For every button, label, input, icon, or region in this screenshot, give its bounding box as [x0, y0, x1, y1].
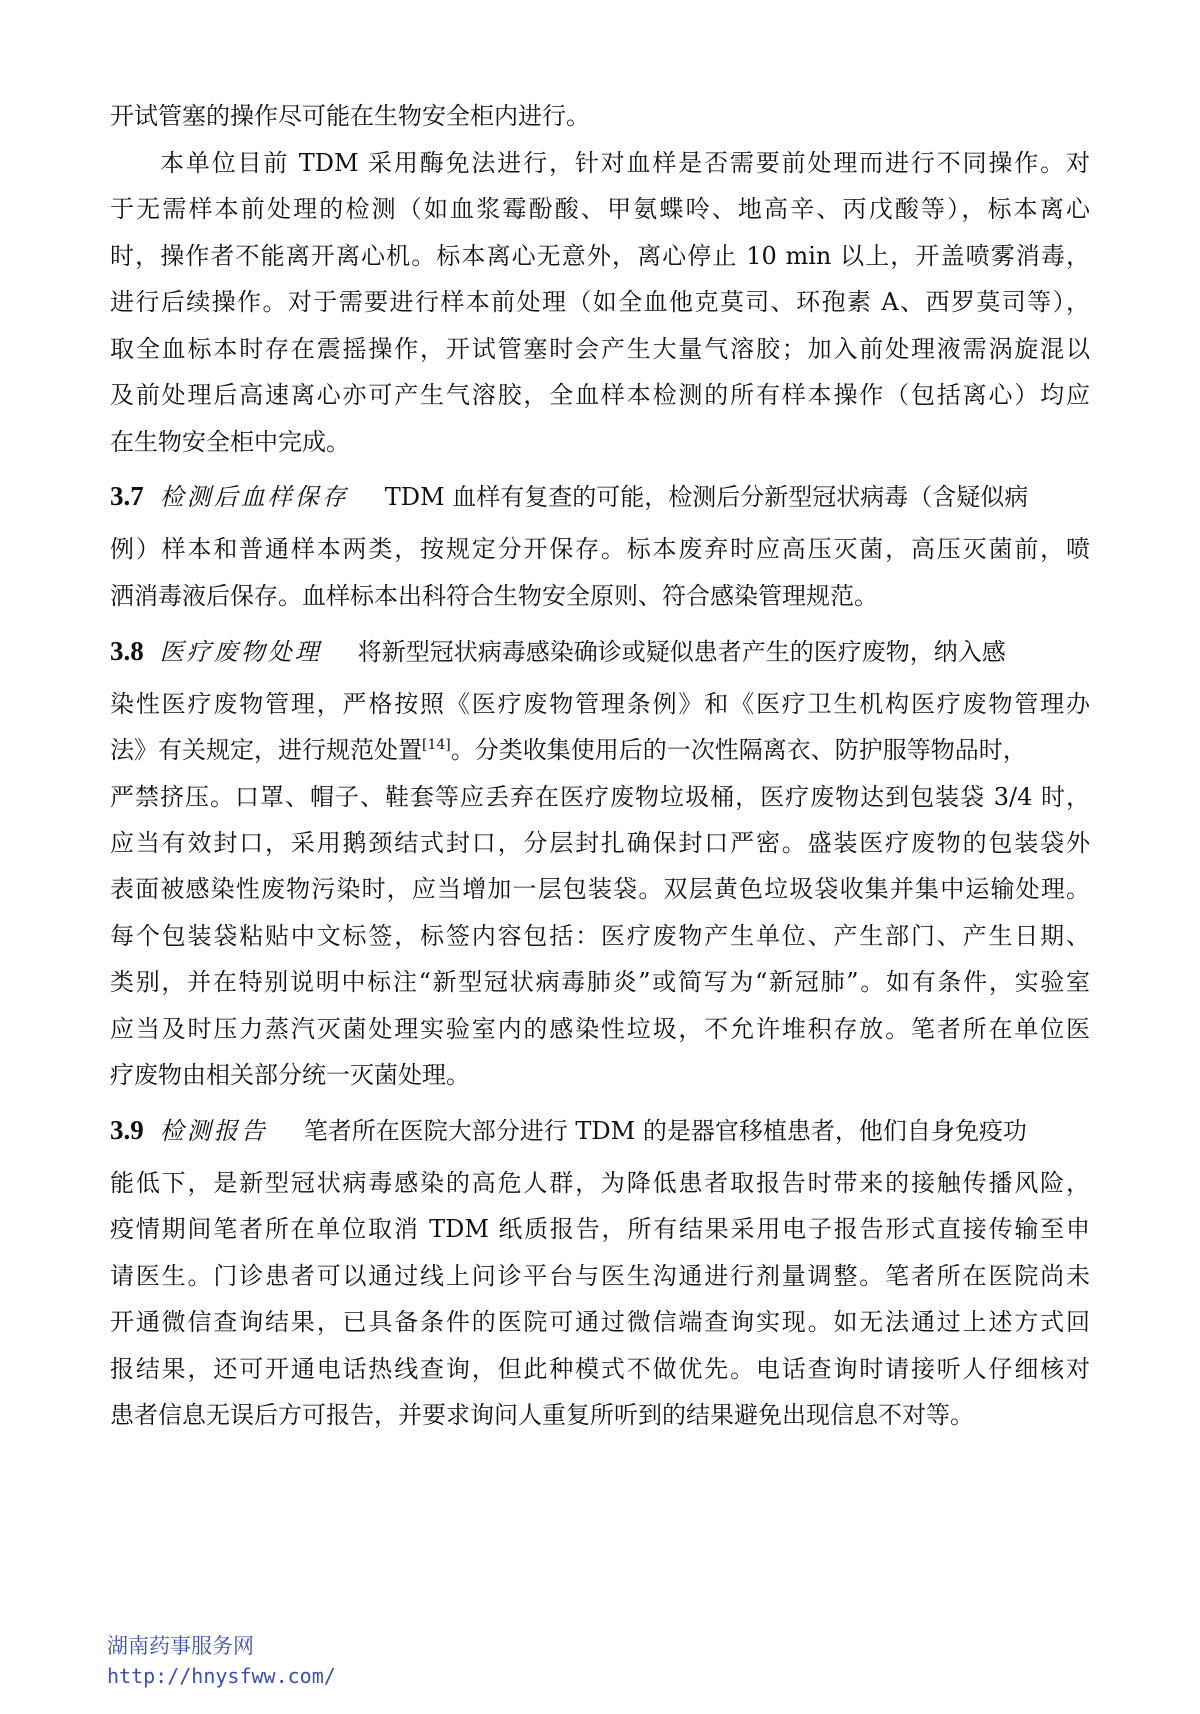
paragraph-line: 时，操作者不能离开离心机。标本离心无意外，离心停止 10 min 以上，开盖喷雾消毒，: [110, 242, 1090, 270]
paragraph-line: 在生物安全柜中完成。: [110, 428, 350, 456]
citation-ref: [14]: [422, 737, 451, 753]
paragraph-line: 疗废物由相关部分统一灭菌处理。: [110, 1061, 470, 1089]
paragraph-line: 进行后续操作。对于需要进行样本前处理（如全血他克莫司、环孢素 A、西罗莫司等），: [110, 288, 1090, 316]
paragraph-line: 本单位目前 TDM 采用酶免法进行，针对血样是否需要前处理而进行不同操作。对: [160, 149, 1090, 177]
paragraph-line: 应当及时压力蒸汽灭菌处理实验室内的感染性垃圾，不允许堆积存放。笔者所在单位医: [110, 1015, 1090, 1043]
paragraph-line: 开通微信查询结果，已具备条件的医院可通过微信端查询实现。如无法通过上述方式回: [110, 1308, 1090, 1336]
paragraph-line: 患者信息无误后方可报告，并要求询问人重复所听到的结果避免出现信息不对等。: [110, 1401, 974, 1429]
footer-url-link[interactable]: http://hnysfww.com/: [107, 1664, 336, 1688]
paragraph-line: 取全血标本时存在震摇操作，开试管塞时会产生大量气溶胶；加入前处理液需涡旋混以: [110, 335, 1090, 363]
paragraph-line: 报结果，还可开通电话热线查询，但此种模式不做优先。电话查询时请接听人仔细核对: [110, 1355, 1090, 1383]
paragraph-line: 于无需样本前处理的检测（如血浆霉酚酸、甲氨蝶呤、地高辛、丙戊酸等），标本离心: [110, 195, 1090, 223]
paragraph-text: 。分类收集使用后的一次性隔离衣、防护服等物品时，: [450, 736, 1027, 764]
paragraph-line: [110, 733, 1090, 767]
paragraph-line: 及前处理后高速离心亦可产生气溶胶，全血样本检测的所有样本操作（包括离心）均应: [110, 381, 1090, 409]
paragraph-line: 洒消毒液后保存。血样标本出科符合生物安全原则、符合感染管理规范。: [110, 582, 878, 610]
paragraph-text: 笔者所在医院大部分进行 TDM 的是器官移植患者，他们自身免疫功: [303, 1117, 1027, 1145]
section-number: 3.8: [110, 636, 144, 666]
paragraph-line: 严禁挤压。口罩、帽子、鞋套等应丢弃在医疗废物垃圾桶，医疗废物达到包装袋 3/4 时，: [110, 783, 1090, 811]
paragraph-line: 疫情期间笔者所在单位取消 TDM 纸质报告，所有结果采用电子报告形式直接传输至申: [110, 1215, 1090, 1243]
section-title: 医疗废物处理: [159, 638, 322, 666]
paragraph-line: 请医生。门诊患者可以通过线上问诊平台与医生沟通进行剂量调整。笔者所在医院尚未: [110, 1262, 1090, 1290]
section-heading-3-9: [110, 1113, 1090, 1147]
section-number: 3.9: [110, 1115, 144, 1145]
paragraph-line: 例）样本和普通样本两类，按规定分开保存。标本废弃时应高压灭菌，高压灭菌前，喷: [110, 535, 1090, 563]
section-number: 3.7: [110, 481, 144, 511]
section-title: 检测后血样保存: [159, 483, 349, 511]
section-heading-3-8: [110, 634, 1090, 668]
paragraph-line: 染性医疗废物管理，严格按照《医疗废物管理条例》和《医疗卫生机构医疗废物管理办: [110, 690, 1090, 718]
paragraph-line: 表面被感染性废物污染时，应当增加一层包装袋。双层黄色垃圾袋收集并集中运输处理。: [110, 875, 1090, 903]
section-heading-3-7: [110, 479, 1090, 513]
paragraph-line: 类别，并在特别说明中标注“新型冠状病毒肺炎”或简写为“新冠肺”。如有条件，实验室: [110, 968, 1090, 996]
paragraph-text: 法》有关规定，进行规范处置: [110, 736, 422, 764]
footer-site-name: 湖南药事服务网: [107, 1634, 254, 1658]
paragraph-line: 应当有效封口，采用鹅颈结式封口，分层封扎确保封口严密。盛装医疗废物的包装袋外: [110, 829, 1090, 857]
paragraph-text: TDM 血样有复查的可能，检测后分新型冠状病毒（含疑似病: [384, 483, 1029, 511]
paragraph-line: 每个包装袋粘贴中文标签，标签内容包括：医疗废物产生单位、产生部门、产生日期、: [110, 922, 1090, 950]
section-title: 检测报告: [159, 1117, 268, 1145]
paragraph-text: 将新型冠状病毒感染确诊或疑似患者产生的医疗废物，纳入感: [357, 638, 1006, 666]
paragraph-line: 能低下，是新型冠状病毒感染的高危人群，为降低患者取报告时带来的接触传播风险，: [110, 1169, 1090, 1197]
paragraph-line: 开试管塞的操作尽可能在生物安全柜内进行。: [110, 102, 590, 130]
